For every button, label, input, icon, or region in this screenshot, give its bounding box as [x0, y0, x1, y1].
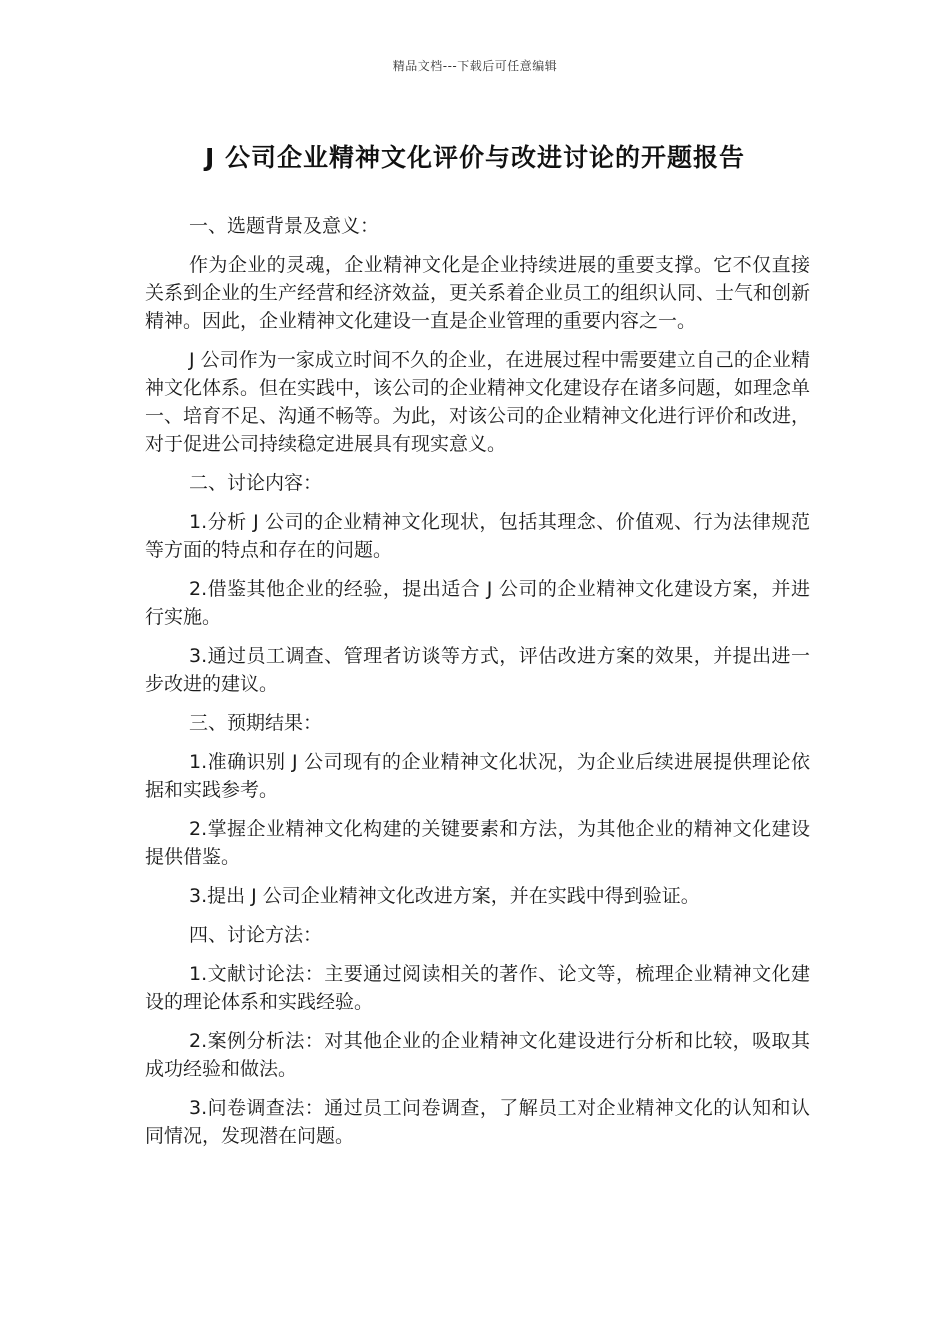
list-item: 2.借鉴其他企业的经验，提出适合 J 公司的企业精神文化建设方案，并进行实施。 [145, 578, 810, 628]
section-heading-background: 一、选题背景及意义： [189, 215, 380, 237]
header-note: 精品文档---下载后可任意编辑 [392, 59, 558, 73]
list-item: 2.案例分析法：对其他企业的企业精神文化建设进行分析和比较，吸取其成功经验和做法。 [145, 1030, 810, 1080]
document-title: J 公司企业精神文化评价与改进讨论的开题报告 [204, 143, 745, 172]
list-item: 1.分析 J 公司的企业精神文化现状，包括其理念、价值观、行为法律规范等方面的特点和存在的问题。 [145, 511, 810, 561]
paragraph: 作为企业的灵魂，企业精神文化是企业持续进展的重要支撑。它不仅直接关系到企业的生产经营和经济效益，更关系着企业员工的组织认同、士气和创新精神。因此，企业精神文化建设一直是企业管理的重要内容之一。 [145, 254, 811, 332]
list-item: 3.问卷调查法：通过员工问卷调查，了解员工对企业精神文化的认知和认同情况，发现潜在问题。 [145, 1097, 810, 1147]
list-item: 3.通过员工调查、管理者访谈等方式，评估改进方案的效果，并提出进一步改进的建议。 [145, 645, 810, 695]
list-item: 2.掌握企业精神文化构建的关键要素和方法，为其他企业的精神文化建设提供借鉴。 [145, 818, 810, 868]
paragraph: J 公司作为一家成立时间不久的企业，在进展过程中需要建立自己的企业精神文化体系。但在实践中，该公司的企业精神文化建设存在诸多问题，如理念单一、培育不足、沟通不畅等。为此，对该公司的企业精神文化进行评价和改进，对于促进公司持续稳定进展具有现实意义。 [145, 349, 811, 455]
list-item: 1.文献讨论法：主要通过阅读相关的著作、论文等，梳理企业精神文化建设的理论体系和实践经验。 [145, 963, 810, 1013]
section-heading-expected-results: 三、预期结果： [189, 712, 323, 734]
list-item: 1.准确识别 J 公司现有的企业精神文化状况，为企业后续进展提供理论依据和实践参考。 [145, 751, 810, 801]
list-item: 3.提出 J 公司企业精神文化改进方案，并在实践中得到验证。 [189, 885, 700, 907]
section-heading-methods: 四、讨论方法： [189, 924, 323, 946]
document-body [145, 212, 810, 1161]
section-heading-content: 二、讨论内容： [189, 472, 323, 494]
